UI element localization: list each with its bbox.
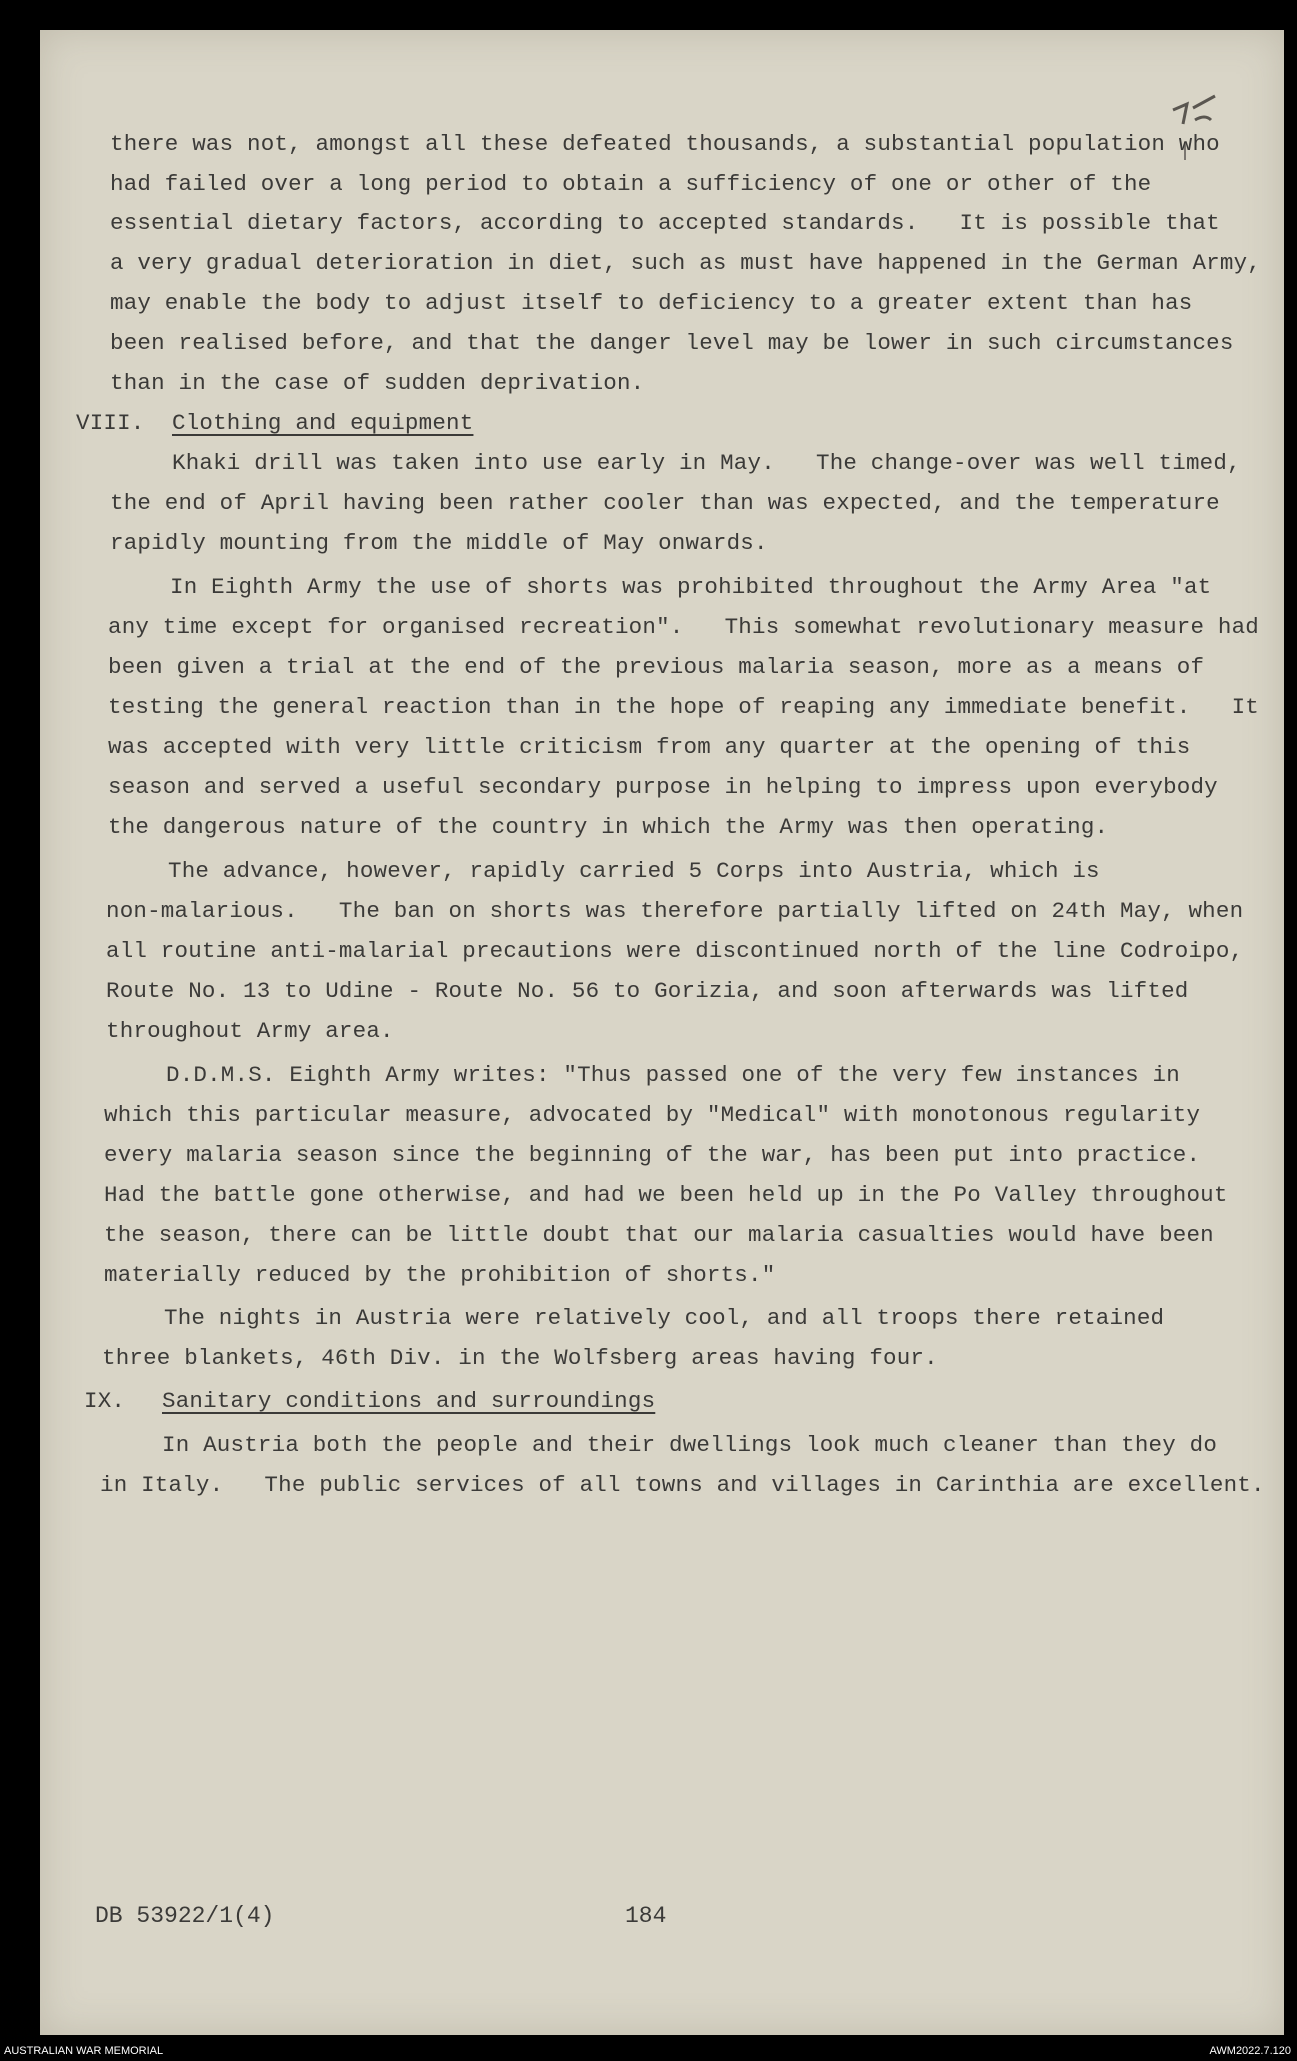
paragraph-line: there was not, amongst all these defeated thousands, a substantial population who	[110, 131, 1220, 157]
paragraph-line: the dangerous nature of the country in which the Army was then operating.	[108, 814, 1109, 840]
paragraph-line: rapidly mounting from the middle of May onwards.	[110, 530, 768, 556]
paragraph-line: may enable the body to adjust itself to deficiency to a greater extent than has	[110, 290, 1193, 316]
paragraph-line: Had the battle gone otherwise, and had we been held up in the Po Valley throughout	[104, 1182, 1228, 1208]
paragraph-line: than in the case of sudden deprivation.	[110, 370, 645, 396]
paragraph-line: The advance, however, rapidly carried 5 Corps into Austria, which is	[168, 858, 1100, 884]
paragraph-line: had failed over a long period to obtain a sufficiency of one or other of the	[110, 171, 1152, 197]
paragraph-line: a very gradual deterioration in diet, such as must have happened in the German Army,	[110, 250, 1261, 276]
paragraph-line: the end of April having been rather cooler than was expected, and the temperature	[110, 490, 1220, 516]
archive-caption: AUSTRALIAN WAR MEMORIAL	[4, 2045, 164, 2057]
section-number: IX.	[84, 1388, 126, 1414]
paragraph-line: any time except for organised recreation". This somewhat revolutionary measure had	[108, 614, 1259, 640]
paragraph-line: D.D.M.S. Eighth Army writes: "Thus passed one of the very few instances in	[166, 1062, 1180, 1088]
paragraph-line: been realised before, and that the danger level may be lower in such circumstances	[110, 330, 1234, 356]
section-heading: Clothing and equipment	[172, 410, 474, 436]
section-heading: Sanitary conditions and surroundings	[162, 1388, 656, 1414]
paragraph-line: every malaria season since the beginning of the war, has been put into practice.	[104, 1142, 1201, 1168]
paragraph-line: testing the general reaction than in the hope of reaping any immediate benefit. It	[108, 694, 1259, 720]
paragraph-line: was accepted with very little criticism from any quarter at the opening of this	[108, 734, 1191, 760]
document-page	[40, 30, 1284, 2035]
section-number: VIII.	[76, 410, 145, 436]
paragraph-line: Route No. 13 to Udine - Route No. 56 to Gorizia, and soon afterwards was lifted	[106, 978, 1189, 1004]
paragraph-line: which this particular measure, advocated by "Medical" with monotonous regularity	[104, 1102, 1201, 1128]
paragraph-line: three blankets, 46th Div. in the Wolfsberg areas having four.	[102, 1345, 938, 1371]
document-reference: DB 53922/1(4)	[95, 1903, 275, 1929]
paragraph-line: throughout Army area.	[106, 1018, 394, 1044]
paragraph-line: In Eighth Army the use of shorts was prohibited throughout the Army Area "at	[170, 574, 1212, 600]
paragraph-line: in Italy. The public services of all towns and villages in Carinthia are excellent.	[100, 1472, 1265, 1498]
paragraph-line: materially reduced by the prohibition of shorts."	[104, 1262, 776, 1288]
paragraph-line: Khaki drill was taken into use early in May. The change-over was well timed,	[172, 450, 1241, 476]
paragraph-line: the season, there can be little doubt that our malaria casualties would have been	[104, 1222, 1214, 1248]
archive-reference: AWM2022.7.120	[1209, 2045, 1291, 2057]
paragraph-line: In Austria both the people and their dwellings look much cleaner than they do	[162, 1432, 1218, 1458]
paragraph-line: essential dietary factors, according to accepted standards. It is possible that	[110, 210, 1220, 236]
paragraph-line: non-malarious. The ban on shorts was therefore partially lifted on 24th May, when	[106, 898, 1244, 924]
paragraph-line: been given a trial at the end of the previous malaria season, more as a means of	[108, 654, 1205, 680]
paragraph-line: season and served a useful secondary purpose in helping to impress upon everybody	[108, 774, 1218, 800]
paragraph-line: The nights in Austria were relatively cool, and all troops there retained	[164, 1305, 1165, 1331]
paragraph-line: all routine anti-malarial precautions were discontinued north of the line Codroipo,	[106, 938, 1244, 964]
page-number: 184	[625, 1903, 667, 1929]
